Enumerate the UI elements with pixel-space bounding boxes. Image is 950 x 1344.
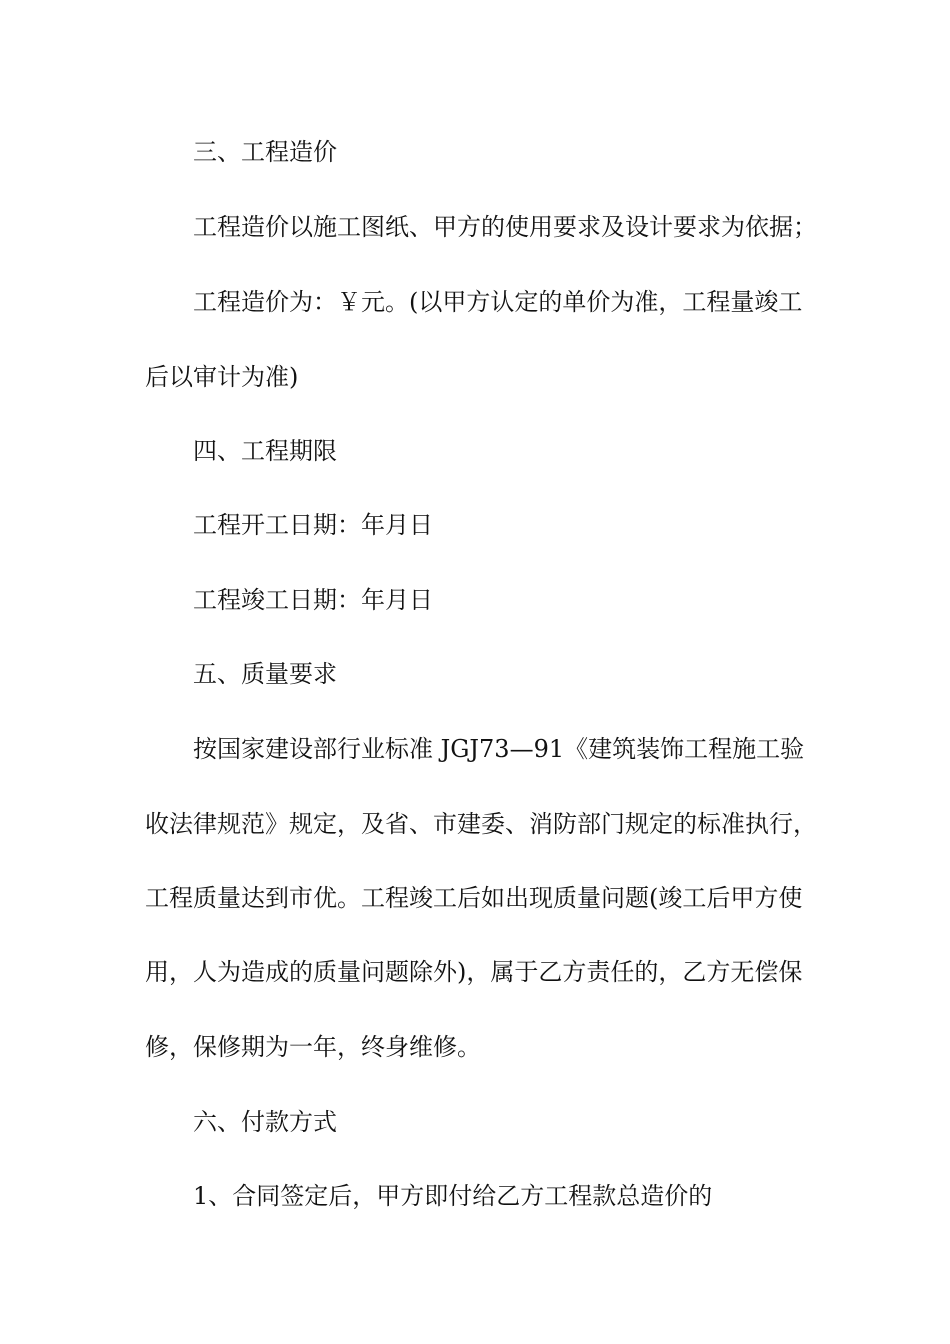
paragraph-line: 工程造价以施工图纸、甲方的使用要求及设计要求为依据； (193, 213, 817, 241)
paragraph-line: 用，人为造成的质量问题除外)，属于乙方责任的，乙方无偿保 (145, 958, 803, 986)
paragraph-line: 工程开工日期：年月日 (193, 511, 433, 539)
paragraph-line: 收法律规范》规定，及省、市建委、消防部门规定的标准执行， (145, 810, 817, 838)
paragraph-line: 1、合同签定后，甲方即付给乙方工程款总造价的 (193, 1182, 713, 1210)
section-heading-period: 四、工程期限 (193, 437, 337, 465)
paragraph-line: 工程质量达到市优。工程竣工后如出现质量问题(竣工后甲方使 (145, 884, 803, 912)
paragraph-line: 按国家建设部行业标准 JGJ73—91《建筑装饰工程施工验 (193, 735, 805, 763)
section-heading-quality: 五、质量要求 (193, 660, 337, 688)
section-heading-price: 三、工程造价 (193, 138, 337, 166)
section-heading-payment: 六、付款方式 (193, 1108, 337, 1136)
paragraph-line: 工程造价为：￥元。(以甲方认定的单价为准，工程量竣工 (193, 288, 803, 316)
paragraph-line: 修，保修期为一年，终身维修。 (145, 1033, 481, 1061)
paragraph-line: 后以审计为准) (145, 363, 299, 391)
paragraph-line: 工程竣工日期：年月日 (193, 586, 433, 614)
